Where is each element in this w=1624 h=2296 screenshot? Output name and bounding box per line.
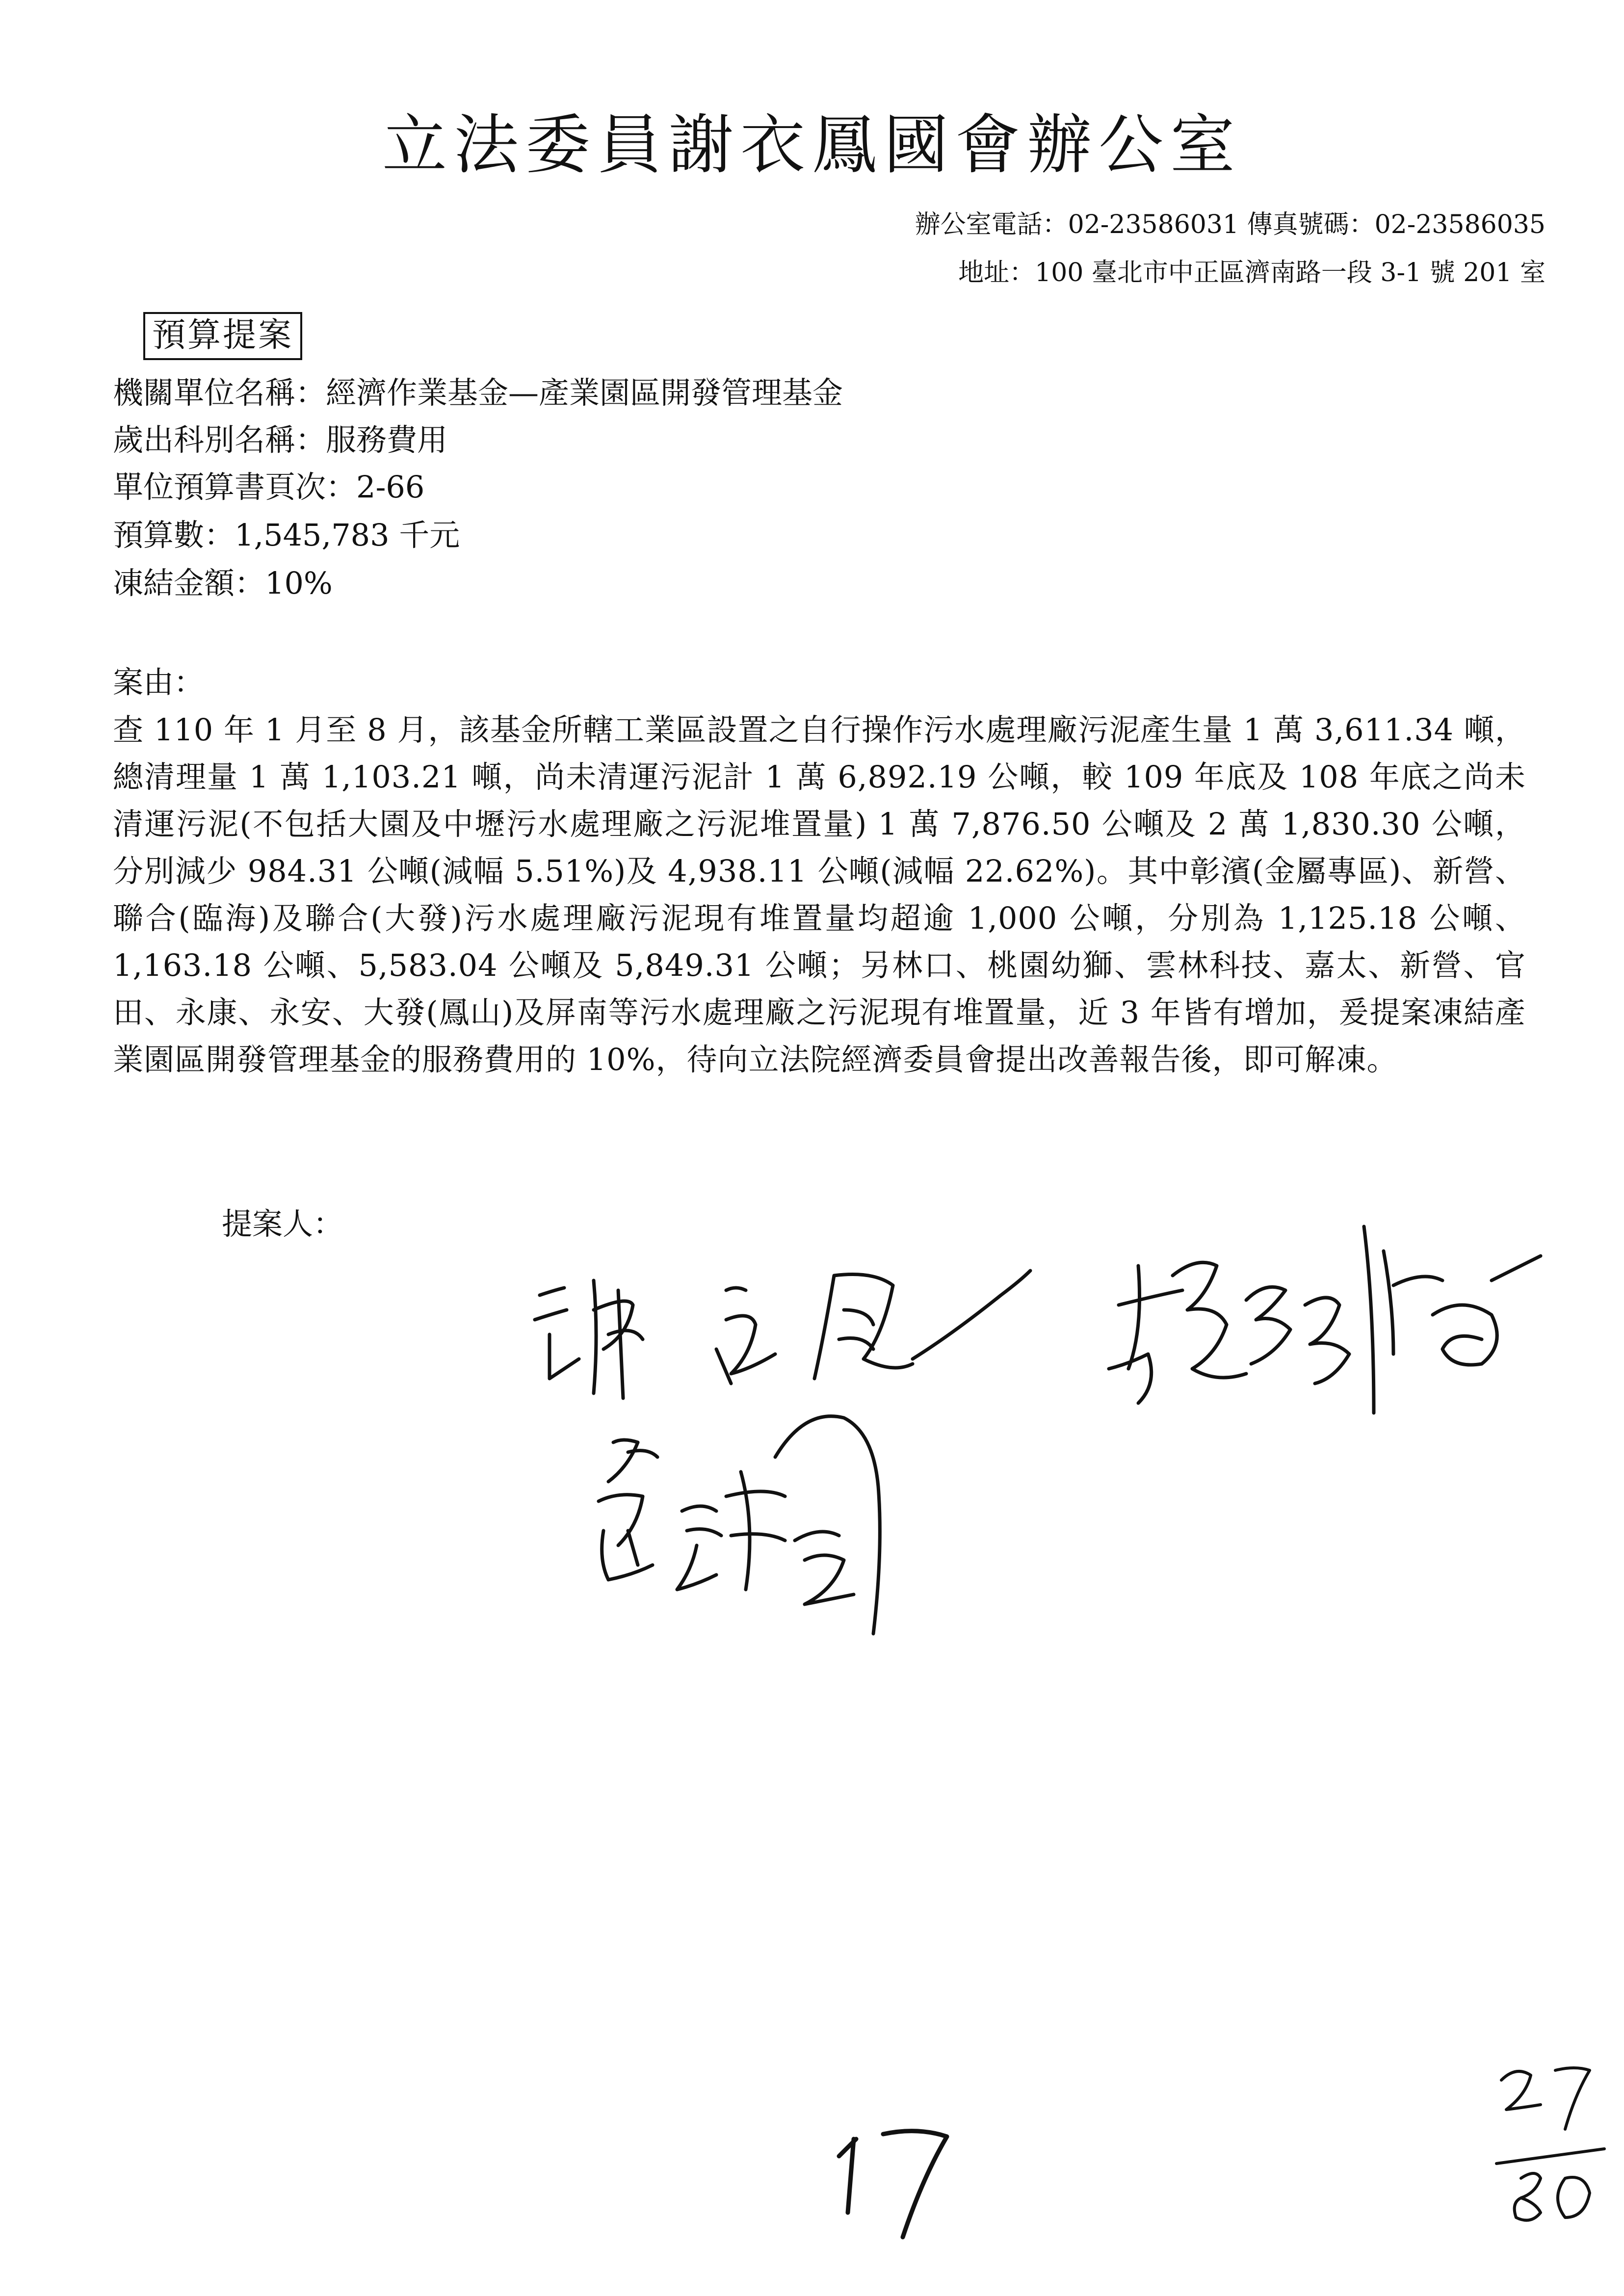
field-agency: 機關單位名稱：經濟作業基金—產業園區開發管理基金 xyxy=(113,375,843,411)
reason-label: 案由： xyxy=(113,664,205,700)
office-title: 立法委員謝衣鳳國會辦公室 xyxy=(382,107,1242,183)
proposer-label: 提案人： xyxy=(222,1206,344,1242)
office-contact-phone: 辦公室電話：02-23586031 傳真號碼：02-23586035 xyxy=(915,210,1545,239)
reason-text: 查 110 年 1 月至 8 月，該基金所轄工業區設置之自行操作污水處理廠污泥產生量 1 萬 3,611.34 噸，總清理量 1 萬 1,103.21 噸，尚未清運污泥計 1 萬 6,892.19 公噸，較 109 年底及 108 年底之尚未清運污泥(不包括大園及中壢污水處理廠之污泥堆置量) 1 萬 7,876.50 公噸及 2 萬 1,830.30 公噸，分別減少 984.31 公噸(減幅 5.51%)及 4,938.11 公噸(減幅 22.62%)。其中彰濱(金屬專區)、新營、聯合(臨海)及聯合(大發)污水處理廠污泥現有堆置量均超逾 1,000 公噸，分別為 1,125.18 公噸、1,163.18 公噸、5,583.04 公噸及 5,849.31 公噸；另林口、桃園幼獅、雲林科技、嘉太、新營、官田、永康、永安、大發(鳳山)及屏南等污水處理廠之污泥現有堆置量，近 3 年皆有增加，爰提案凍結產業園區開發管理基金的服務費用的 10%，待向立法院經濟委員會提出改善報告後，即可解凍。 xyxy=(113,712,1526,1077)
field-budget-amount: 預算數：1,545,783 千元 xyxy=(113,517,460,553)
corner-marks xyxy=(1492,2051,1609,2229)
field-frozen-amount: 凍結金額：10% xyxy=(113,565,333,601)
field-budget-page: 單位預算書頁次：2-66 xyxy=(113,469,425,505)
proposal-type-box: 預算提案 xyxy=(143,312,302,360)
field-expenditure-item: 歲出科別名稱：服務費用 xyxy=(113,422,448,458)
office-address: 地址：100 臺北市中正區濟南路一段 3-1 號 201 室 xyxy=(958,258,1545,287)
